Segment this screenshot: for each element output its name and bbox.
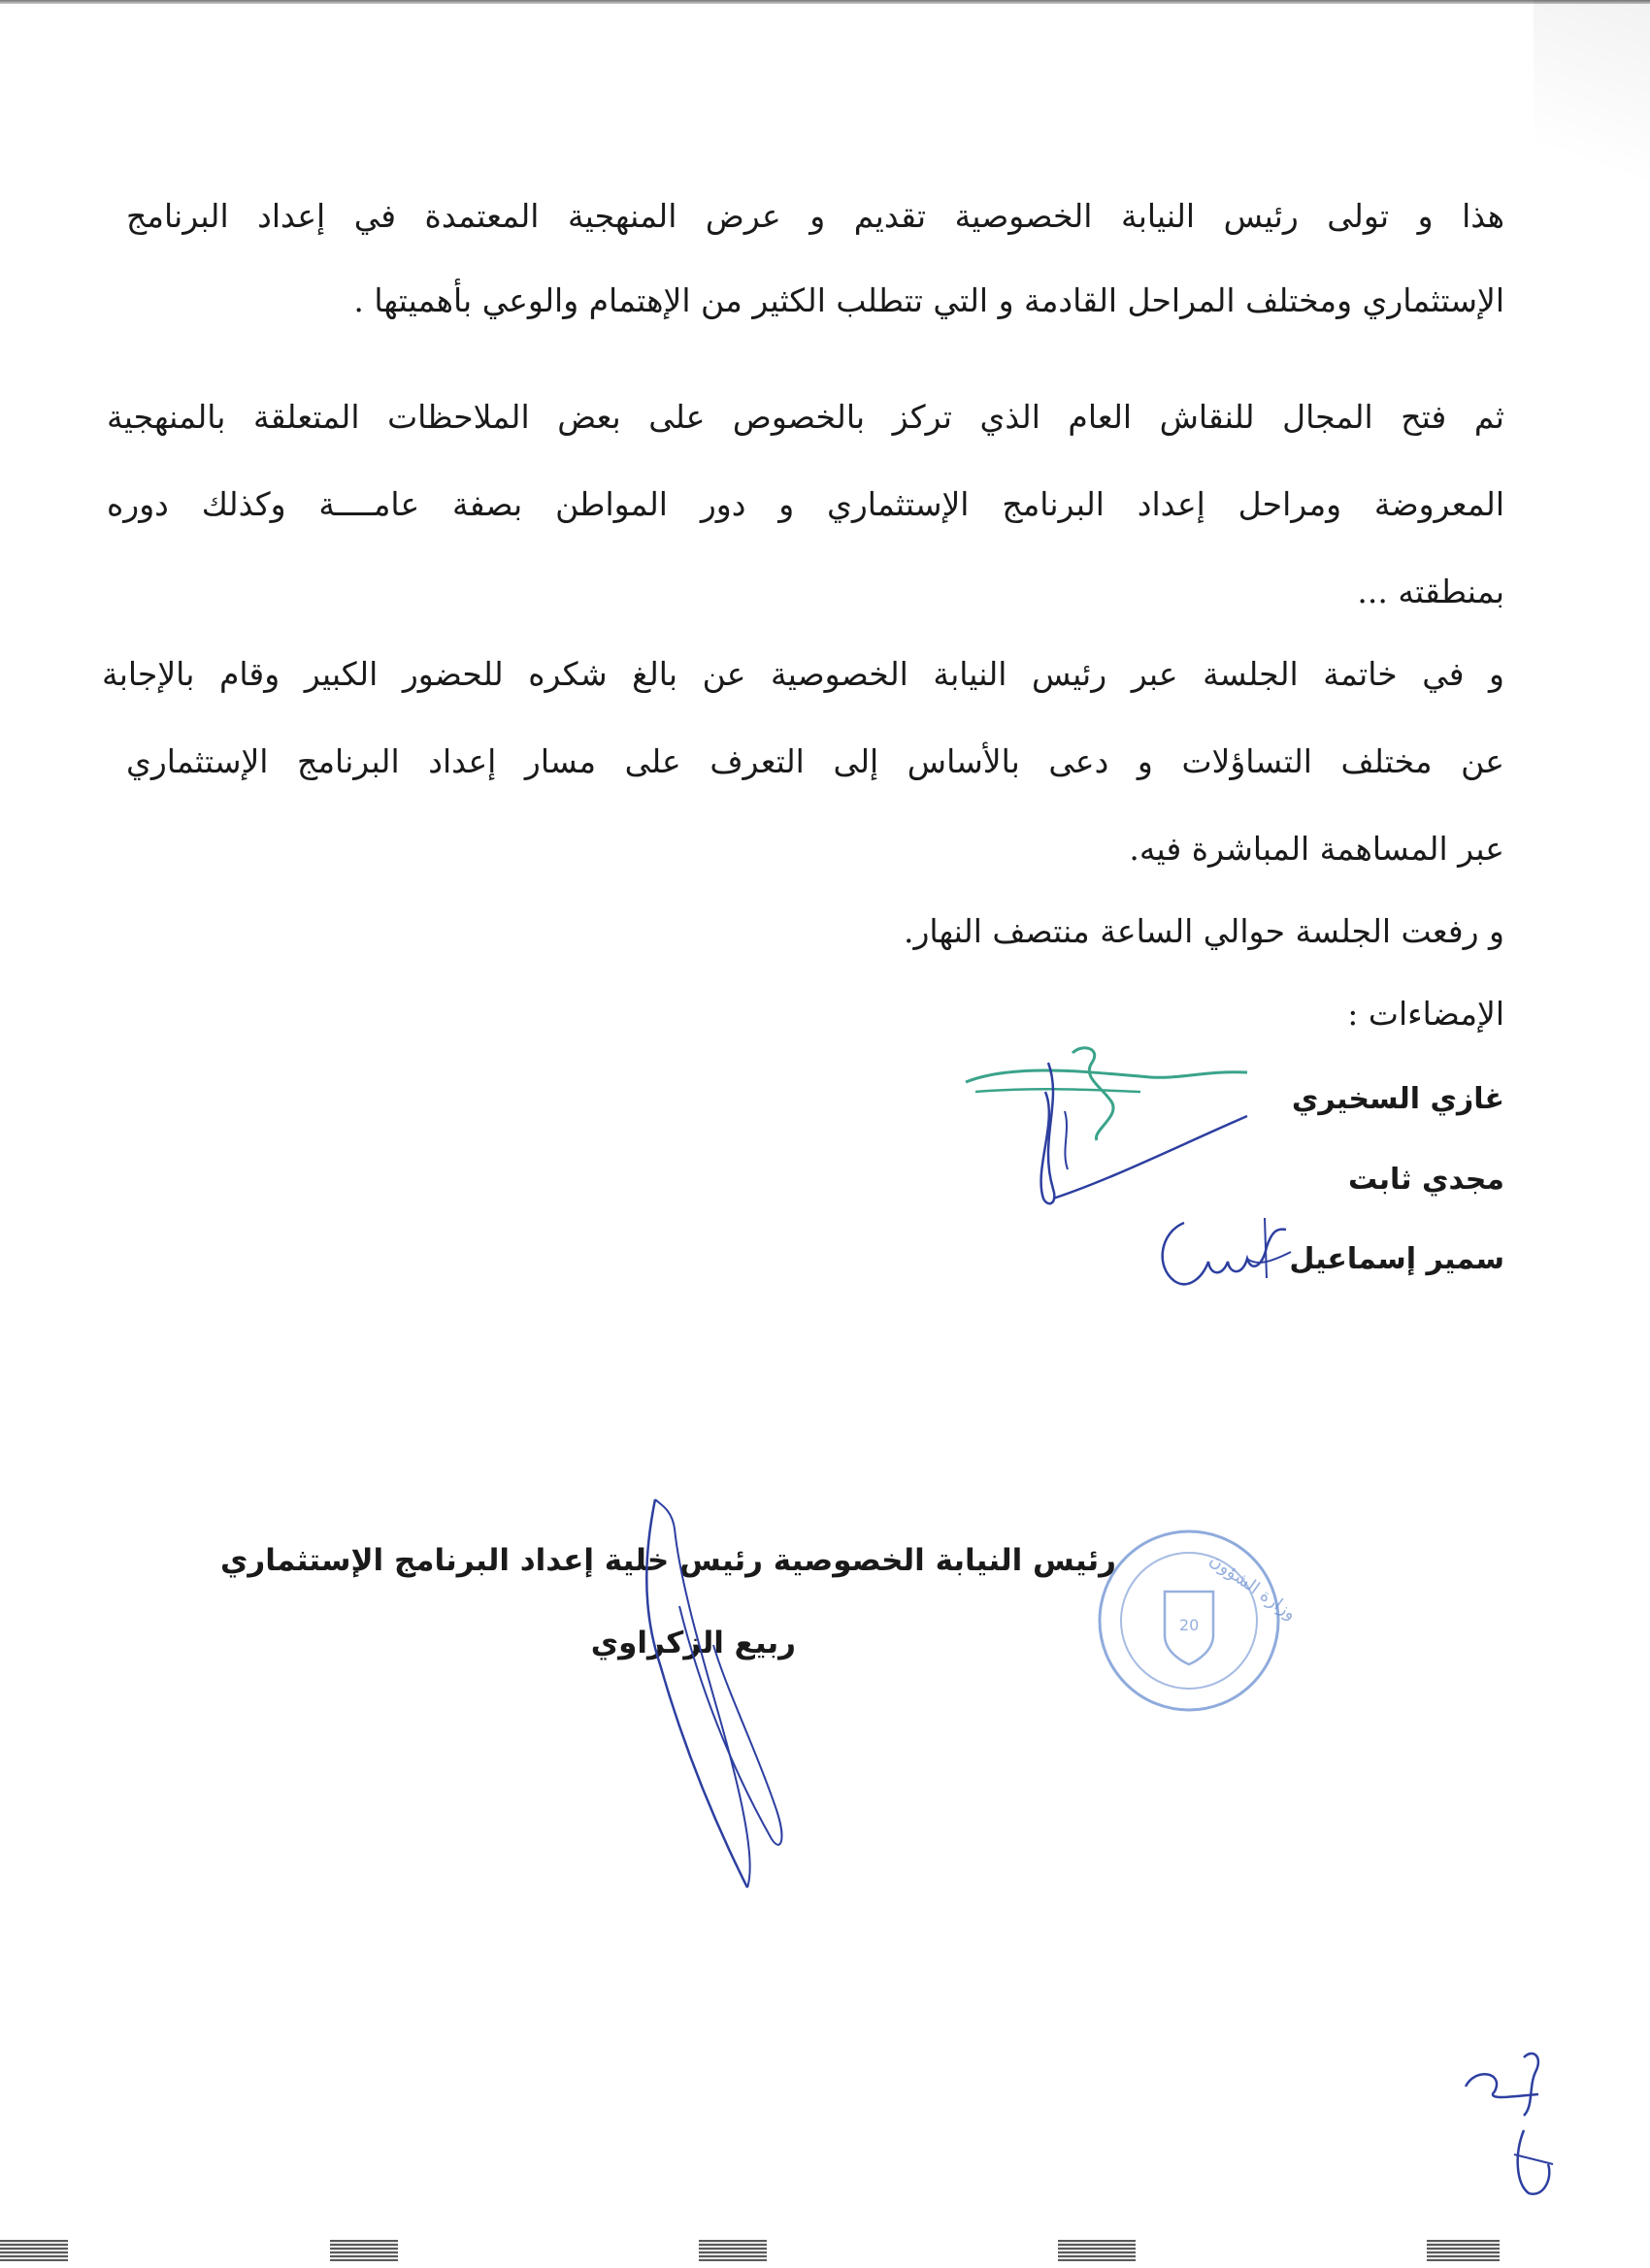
handwritten-signature-1 xyxy=(956,1034,1276,1218)
signatures-heading: الإمضاءات : xyxy=(1347,995,1504,1033)
scan-mark-5 xyxy=(1427,2240,1500,2261)
scan-top-edge xyxy=(0,0,1650,4)
scan-mark-2 xyxy=(330,2240,398,2261)
signatory-name-2: مجدي ثابت xyxy=(1347,1163,1504,1197)
stamp-ring-text: وزارة الشؤون xyxy=(1205,1549,1301,1625)
handwritten-signature-3 xyxy=(1150,1208,1296,1296)
paragraph-3-line-1: و في خاتمة الجلسة عبر رئيس النيابة الخصوصية عن بالغ شكره للحضور الكبير وقام بالإجابة xyxy=(102,655,1504,693)
paragraph-3-line-2: عن مختلف التساؤلات و دعى بالأساس إلى التعرف على مسار إعداد البرنامج الإستثماري xyxy=(126,742,1504,780)
handwritten-initials xyxy=(1456,2019,1611,2213)
paragraph-2-line-3: بمنطقته ... xyxy=(1357,573,1504,610)
signatory-name-3: سمير إسماعيل xyxy=(1289,1242,1504,1276)
paragraph-4-line-1: و رفعت الجلسة حوالي الساعة منتصف النهار. xyxy=(903,912,1504,950)
paragraph-3-line-3: عبر المساهمة المباشرة فيه. xyxy=(1129,830,1504,868)
signatory-name-1: غازي السخيري xyxy=(1291,1082,1504,1116)
scan-mark-4 xyxy=(1058,2240,1136,2261)
footer-title: رئيس النيابة الخصوصية رئيس خلية إعداد البرنامج الإستثماري xyxy=(219,1543,1116,1578)
official-stamp-seal xyxy=(1087,1519,1301,1723)
page-fold-shadow xyxy=(1534,0,1650,272)
scan-mark-3 xyxy=(699,2240,767,2261)
handwritten-signature-president xyxy=(621,1490,815,1897)
footer-name: ربيع الزكراوي xyxy=(590,1626,796,1660)
paragraph-2-line-2: المعروضة ومراحل إعداد البرنامج الإستثماري و دور المواطن بصفة عامــــة وكذلك دوره xyxy=(107,485,1504,523)
paragraph-1-line-2: الإستثماري ومختلف المراحل القادمة و التي تتطلب الكثير من الإهتمام والوعي بأهميتها . xyxy=(353,281,1504,319)
paragraph-1-line-1: هذا و تولى رئيس النيابة الخصوصية تقديم و عرض المنهجية المعتمدة في إعداد البرنامج xyxy=(126,197,1504,235)
paragraph-2-line-1: ثم فتح المجال للنقاش العام الذي تركز بالخصوص على بعض الملاحظات المتعلقة بالمنهجية xyxy=(107,398,1504,436)
stamp-number: 20 xyxy=(1179,1616,1200,1634)
scan-mark-1 xyxy=(0,2240,68,2261)
